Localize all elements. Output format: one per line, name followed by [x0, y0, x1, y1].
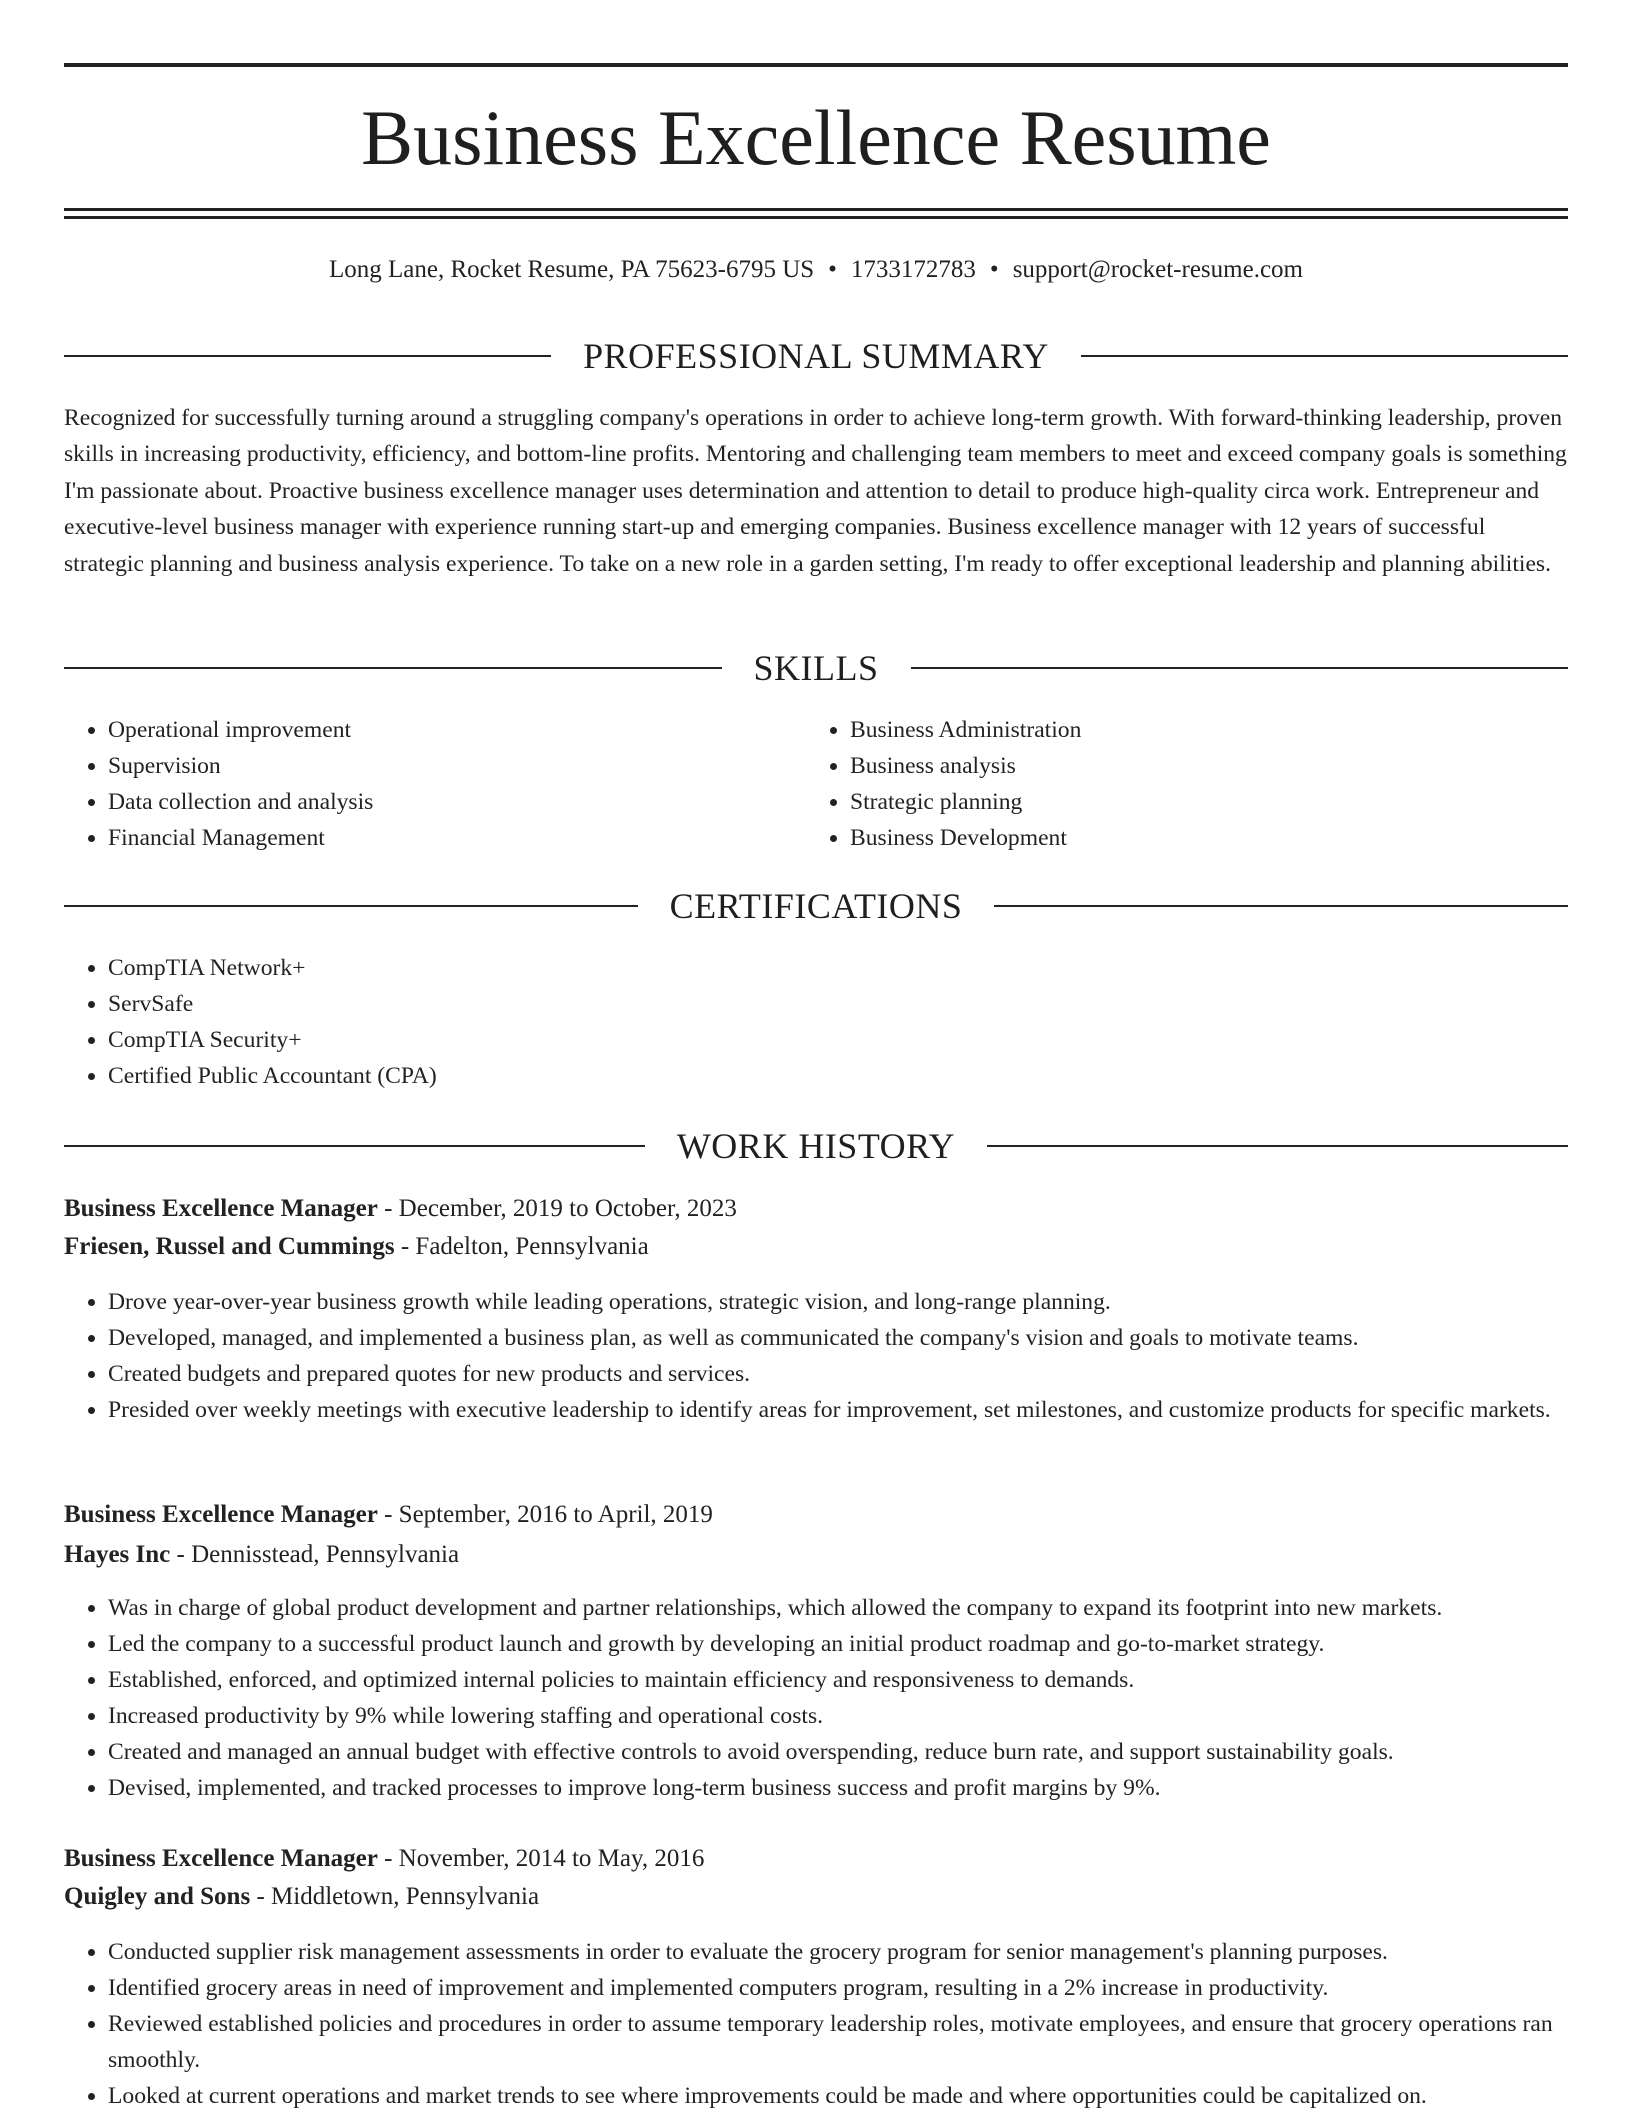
- work-history-heading: [64, 1124, 1568, 1168]
- job-bullet: • Was in charge of global product development and partner relationships, which allowed the company to expand its footprint into new markets.: [108, 1590, 1610, 1626]
- contact-separator: •: [828, 256, 837, 283]
- job-bullet: • Identified grocery areas in need of improvement and implemented computers program, resulting in a 2% increase in productivity.: [108, 1970, 1610, 2006]
- summary-text: Recognized for successfully turning around a struggling company's operations in order to achieve long-term growth. With forward-thinking leadership, proven skills in increasing productivity, efficiency, and bottom-line profits. Mentoring and challenging team members to meet and exceed company goals is something I'm passionate about. Proactive business excellence manager uses determination and attention to detail to produce high-quality circa work. Entrepreneur and executive-level business manager with experience running start-up and emerging companies. Business excellence manager with 12 years of successful strategic planning and business analysis experience. To take on a new role in a garden setting, I'm ready to offer exceptional leadership and planning abilities.: [64, 405, 1567, 577]
- job-title-line: [64, 1842, 1568, 1876]
- job-bullet: • Created and managed an annual budget with effective controls to avoid overspending, reduce burn rate, and support sustainability goals.: [108, 1734, 1610, 1770]
- job-bullets: [64, 1284, 1610, 1428]
- job-title: Business Excellence Manager: [64, 1195, 378, 1222]
- skill-item: • Business analysis: [850, 748, 1550, 784]
- skill-item: • Data collection and analysis: [108, 784, 808, 820]
- job-location: - Dennisstead, Pennsylvania: [170, 1541, 460, 1568]
- certifications-heading: [64, 884, 1568, 928]
- job-bullet: • Led the company to a successful product launch and growth by developing an initial product roadmap and go-to-market strategy.: [108, 1626, 1610, 1662]
- summary-heading: [64, 334, 1568, 378]
- job-bullet: • Created budgets and prepared quotes for new products and services.: [108, 1356, 1610, 1392]
- skills-heading: [64, 646, 1568, 690]
- heading-rule: [994, 905, 1568, 907]
- skill-item: • Supervision: [108, 748, 808, 784]
- skills-heading-text: SKILLS: [753, 648, 879, 688]
- heading-rule: [64, 1145, 645, 1147]
- heading-rule: [987, 1145, 1568, 1147]
- skill-item: • Operational improvement: [108, 712, 808, 748]
- job-bullet: • Established, enforced, and optimized internal policies to maintain efficiency and responsiveness to demands.: [108, 1662, 1610, 1698]
- contact-phone: 1733172783: [850, 256, 976, 283]
- page-title: Business Excellence Resume: [361, 94, 1271, 181]
- certification-item: • ServSafe: [108, 986, 1568, 1022]
- skill-item: • Business Development: [850, 820, 1550, 856]
- heading-rule: [911, 667, 1569, 669]
- job-title-line: [64, 1498, 1568, 1532]
- certifications-heading-text: CERTIFICATIONS: [669, 886, 963, 926]
- top-rule: [64, 63, 1568, 67]
- job-location: - Fadelton, Pennsylvania: [394, 1233, 649, 1260]
- summary-heading-text: PROFESSIONAL SUMMARY: [583, 336, 1049, 376]
- job-bullet: • Conducted supplier risk management assessments in order to evaluate the grocery program for senior management's planning purposes.: [108, 1934, 1610, 1970]
- job-bullets: [64, 1590, 1610, 1806]
- job-company: Hayes Inc: [64, 1541, 171, 1568]
- job-bullet: • Looked at current operations and market trends to see where improvements could be made and where opportunities could be capitalized on.: [108, 2078, 1610, 2114]
- work-history-heading-text: WORK HISTORY: [676, 1126, 956, 1166]
- contact-email: support@rocket-resume.com: [1012, 256, 1303, 283]
- job-dates: - December, 2019 to October, 2023: [377, 1195, 737, 1222]
- certification-item: • Certified Public Accountant (CPA): [108, 1058, 1568, 1094]
- skill-item: • Strategic planning: [850, 784, 1550, 820]
- job-location: - Middletown, Pennsylvania: [250, 1883, 540, 1910]
- skills-list-right: [806, 712, 1550, 856]
- job-bullet: • Developed, managed, and implemented a business plan, as well as communicated the company's vision and goals to motivate teams.: [108, 1320, 1610, 1356]
- certification-item: • CompTIA Network+: [108, 950, 1568, 986]
- job-bullet: • Presided over weekly meetings with executive leadership to identify areas for improvement, set milestones, and customize products for specific markets.: [108, 1392, 1610, 1428]
- title-double-rule-upper: [64, 208, 1568, 211]
- contact-separator: •: [989, 256, 999, 283]
- job-dates: - November, 2014 to May, 2016: [377, 1845, 705, 1872]
- skill-item: • Financial Management: [108, 820, 808, 856]
- contact-address: Long Lane, Rocket Resume, PA 75623-6795 US: [329, 256, 815, 283]
- job-bullet: • Increased productivity by 9% while lowering staffing and operational costs.: [108, 1698, 1610, 1734]
- job-company-line: [64, 1538, 1568, 1572]
- heading-rule: [64, 905, 638, 907]
- heading-rule: [64, 667, 722, 669]
- job-company: Quigley and Sons: [64, 1883, 251, 1910]
- title-double-rule-lower: [64, 216, 1568, 219]
- job-company: Friesen, Russel and Cummings: [64, 1233, 395, 1260]
- job-bullet: • Reviewed established policies and procedures in order to assume temporary leadership roles, motivate employees, and ensure that grocery operations ran smoothly.: [108, 2006, 1610, 2078]
- heading-rule: [1081, 355, 1568, 357]
- job-company-line: [64, 1880, 1568, 1914]
- skill-item: • Business Administration: [850, 712, 1550, 748]
- contact-line: [0, 254, 1632, 286]
- heading-rule: [64, 355, 551, 357]
- job-title-line: [64, 1192, 1568, 1226]
- job-title: Business Excellence Manager: [64, 1501, 378, 1528]
- certifications-list: [64, 950, 1568, 1094]
- certification-item: • CompTIA Security+: [108, 1022, 1568, 1058]
- skills-list-left: [64, 712, 808, 856]
- job-company-line: [64, 1230, 1568, 1264]
- job-bullet: • Drove year-over-year business growth while leading operations, strategic vision, and long-range planning.: [108, 1284, 1610, 1320]
- job-dates: - September, 2016 to April, 2019: [377, 1501, 713, 1528]
- job-bullets: [64, 1934, 1610, 2114]
- job-title: Business Excellence Manager: [64, 1845, 378, 1872]
- job-bullet: • Devised, implemented, and tracked processes to improve long-term business success and profit margins by 9%.: [108, 1770, 1610, 1806]
